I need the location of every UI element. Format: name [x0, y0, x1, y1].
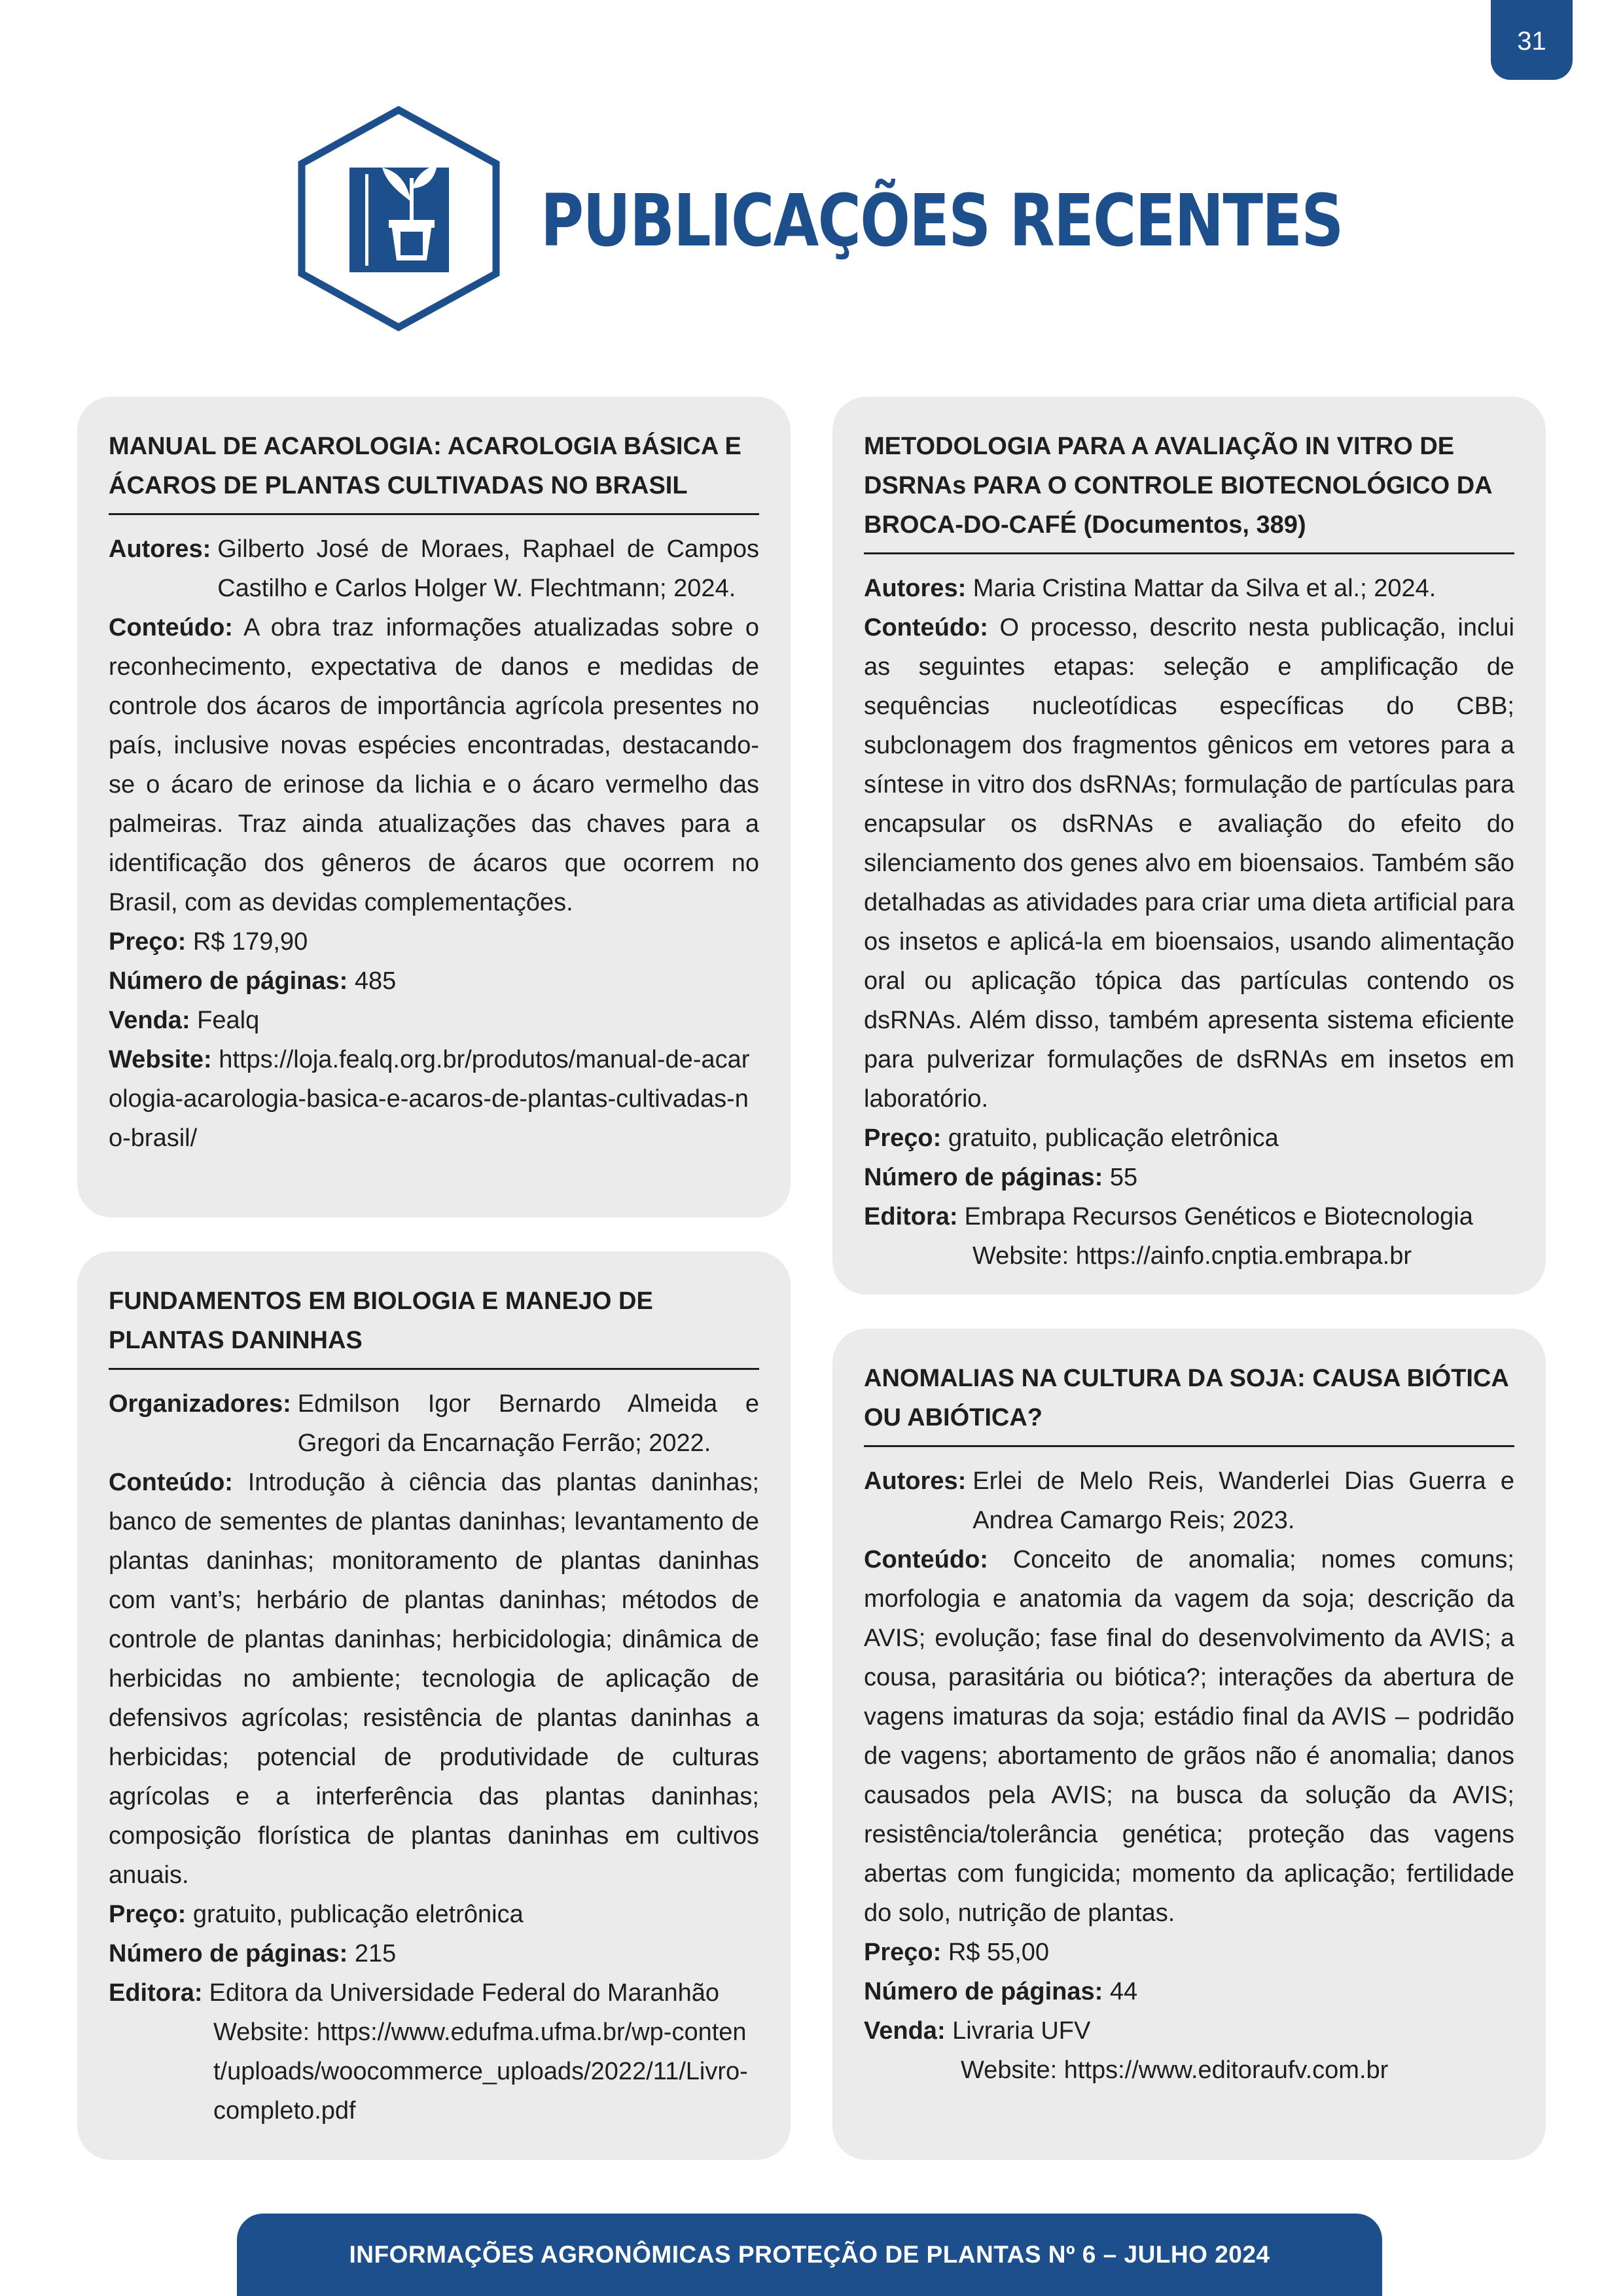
- price-value: gratuito, publicação eletrônica: [192, 1901, 524, 1928]
- price-value: R$ 55,00: [948, 1939, 1050, 1966]
- pages-label: Número de páginas:: [109, 967, 348, 995]
- publisher-label: Editora:: [109, 1979, 203, 2007]
- website-link[interactable]: Website: https://ainfo.cnptia.embrapa.br: [972, 1242, 1412, 1270]
- organizers-row: [109, 1384, 759, 1463]
- publisher-row: [109, 1973, 759, 2013]
- content-value: Conceito de anomalia; nomes comuns; morfologia e anatomia da vagem da soja; descrição da AVIS; evolução; fase final do desenvolvimento da AVIS; a cousa, parasitária ou biótica?; interações da abertura de vagens imaturas da soja; estádio final da AVIS – podridão de vagens; abortamento de grãos não é anomalia; danos causados pela AVIS; na busca da solução da AVIS; resistência/tolerância genética; proteção das vagens abertas com fungicida; momento da aplicação; fertilidade do solo, nutrição de plantas.: [864, 1546, 1514, 1927]
- content-label: Conteúdo:: [864, 1546, 988, 1573]
- content-value: A obra traz informações atualizadas sobre o reconhecimento, expectativa de danos e medidas de controle dos ácaros de importância agrícola presentes no país, inclusive novas espécies encontradas, destacando-se o ácaro de erinose da lichia e o ácaro vermelho das palmeiras. Traz ainda atualizações das chaves para a identificação dos gêneros de ácaros que ocorrem no Brasil, com as devidas complementações.: [109, 614, 759, 916]
- book-with-plant-icon: [296, 105, 502, 332]
- content-row: [109, 608, 759, 922]
- price-value: gratuito, publicação eletrônica: [948, 1124, 1279, 1152]
- website-label: Website:: [109, 1046, 212, 1073]
- card-title: METODOLOGIA PARA A AVALIAÇÃO IN VITRO DE DSRNAs PARA O CONTROLE BIOTECNOLÓGICO DA BROCA-DO-CAFÉ (Documentos, 389): [864, 427, 1514, 554]
- publisher-label: Editora:: [864, 1203, 958, 1230]
- footer-banner: INFORMAÇÕES AGRONÔMICAS PROTEÇÃO DE PLANTAS Nº 6 – JULHO 2024: [237, 2214, 1382, 2296]
- publisher-value: Embrapa Recursos Genéticos e Biotecnologia: [964, 1203, 1473, 1230]
- authors-label: Autores:: [864, 575, 967, 602]
- sale-label: Venda:: [109, 1007, 190, 1034]
- price-label: Preço:: [864, 1939, 942, 1966]
- authors-row: [864, 1462, 1514, 1540]
- price-row: [864, 1933, 1514, 1972]
- authors-row: [109, 529, 759, 608]
- authors-value: Erlei de Melo Reis, Wanderlei Dias Guerra e Andrea Camargo Reis; 2023.: [972, 1467, 1514, 1534]
- content-row: [864, 1540, 1514, 1933]
- publication-card-daninhas: [77, 1251, 791, 2160]
- page-number: 31: [1491, 0, 1573, 80]
- pages-value: 55: [1109, 1164, 1138, 1191]
- pages-row: [109, 1934, 759, 1973]
- pages-value: 44: [1109, 1978, 1138, 2005]
- page-title: PUBLICAÇÕES RECENTES: [541, 179, 1343, 262]
- sale-value: Livraria UFV: [952, 2017, 1091, 2045]
- pages-row: [864, 1972, 1514, 2011]
- publisher-value: Editora da Universidade Federal do Maranhão: [209, 1979, 720, 2007]
- publisher-row: [864, 1197, 1514, 1236]
- pages-label: Número de páginas:: [109, 1940, 348, 1967]
- price-label: Preço:: [109, 928, 187, 956]
- authors-label: Autores:: [109, 535, 211, 563]
- price-label: Preço:: [864, 1124, 942, 1152]
- card-title: FUNDAMENTOS EM BIOLOGIA E MANEJO DE PLANTAS DANINHAS: [109, 1282, 759, 1370]
- sale-value: Fealq: [197, 1007, 260, 1034]
- card-title: ANOMALIAS NA CULTURA DA SOJA: CAUSA BIÓTICA OU ABIÓTICA?: [864, 1359, 1514, 1447]
- pages-value: 485: [354, 967, 397, 995]
- authors-row: [864, 569, 1514, 608]
- sale-label: Venda:: [864, 2017, 946, 2045]
- content-row: [109, 1463, 759, 1895]
- pages-label: Número de páginas:: [864, 1978, 1103, 2005]
- publication-card-acarologia: [77, 397, 791, 1217]
- authors-value: Gilberto José de Moraes, Raphael de Campos Castilho e Carlos Holger W. Flechtmann; 2024.: [217, 535, 759, 602]
- price-row: [109, 922, 759, 961]
- content-value: Introdução à ciência das plantas daninhas; banco de sementes de plantas daninhas; levantamento de plantas daninhas; monitoramento de plantas daninhas com vant’s; herbário de plantas daninhas; métodos de controle de plantas daninhas; herbicidologia; dinâmica de herbicidas no ambiente; tecnologia de aplicação de defensivos agrícolas; resistência de plantas daninhas a herbicidas; potencial de produtividade de culturas agrícolas e a interferência das plantas daninhas; composição florística de plantas daninhas em cultivos anuais.: [109, 1469, 760, 1889]
- website-link[interactable]: Website: https://www.edufma.ufma.br/wp-content/uploads/woocommerce_uploads/2022/11/Livro-completo.pdf: [213, 2018, 748, 2125]
- price-value: R$ 179,90: [192, 928, 308, 956]
- website-link[interactable]: https://loja.fealq.org.br/produtos/manual-de-acarologia-acarologia-basica-e-acaros-de-plantas-cultivadas-no-brasil/: [109, 1046, 750, 1152]
- content-label: Conteúdo:: [109, 614, 233, 641]
- website-row: [109, 1040, 759, 1158]
- content-label: Conteúdo:: [109, 1469, 233, 1496]
- website-link[interactable]: Website: https://www.editoraufv.com.br: [961, 2056, 1389, 2084]
- authors-label: Autores:: [864, 1467, 967, 1495]
- organizers-label: Organizadores:: [109, 1390, 291, 1418]
- content-label: Conteúdo:: [864, 614, 988, 641]
- content-row: [864, 608, 1514, 1119]
- content-value: O processo, descrito nesta publicação, inclui as seguintes etapas: seleção e amplificação de sequências nucleotídicas específicas do CBB; subclonagem dos fragmentos gênicos em vetores para a síntese in vitro dos dsRNAs; formulação de partículas para encapsular os dsRNAs e avaliação do efeito do silenciamento dos genes alvo em bioensaios. Também são detalhadas as atividades para criar uma dieta artificial para os insetos e aplicá-la em bioensaios, usando alimentação oral ou aplicação tópica das partículas contendo os dsRNAs. Além disso, também apresenta sistema eficiente para pulverizar formulações de dsRNAs em insetos em laboratório.: [864, 614, 1514, 1113]
- publication-card-metodologia: [832, 397, 1546, 1295]
- sale-row: [864, 2011, 1514, 2051]
- authors-value: Maria Cristina Mattar da Silva et al.; 2024.: [972, 575, 1436, 602]
- price-row: [109, 1895, 759, 1934]
- pages-row: [109, 961, 759, 1001]
- pages-value: 215: [354, 1940, 397, 1967]
- organizers-value: Edmilson Igor Bernardo Almeida e Gregori da Encarnação Ferrão; 2022.: [297, 1390, 759, 1457]
- sale-row: [109, 1001, 759, 1040]
- pages-row: [864, 1158, 1514, 1197]
- price-label: Preço:: [109, 1901, 187, 1928]
- publication-card-soja: [832, 1329, 1546, 2160]
- price-row: [864, 1119, 1514, 1158]
- card-title: MANUAL DE ACAROLOGIA: ACAROLOGIA BÁSICA E ÁCAROS DE PLANTAS CULTIVADAS NO BRASIL: [109, 427, 759, 515]
- pages-label: Número de páginas:: [864, 1164, 1103, 1191]
